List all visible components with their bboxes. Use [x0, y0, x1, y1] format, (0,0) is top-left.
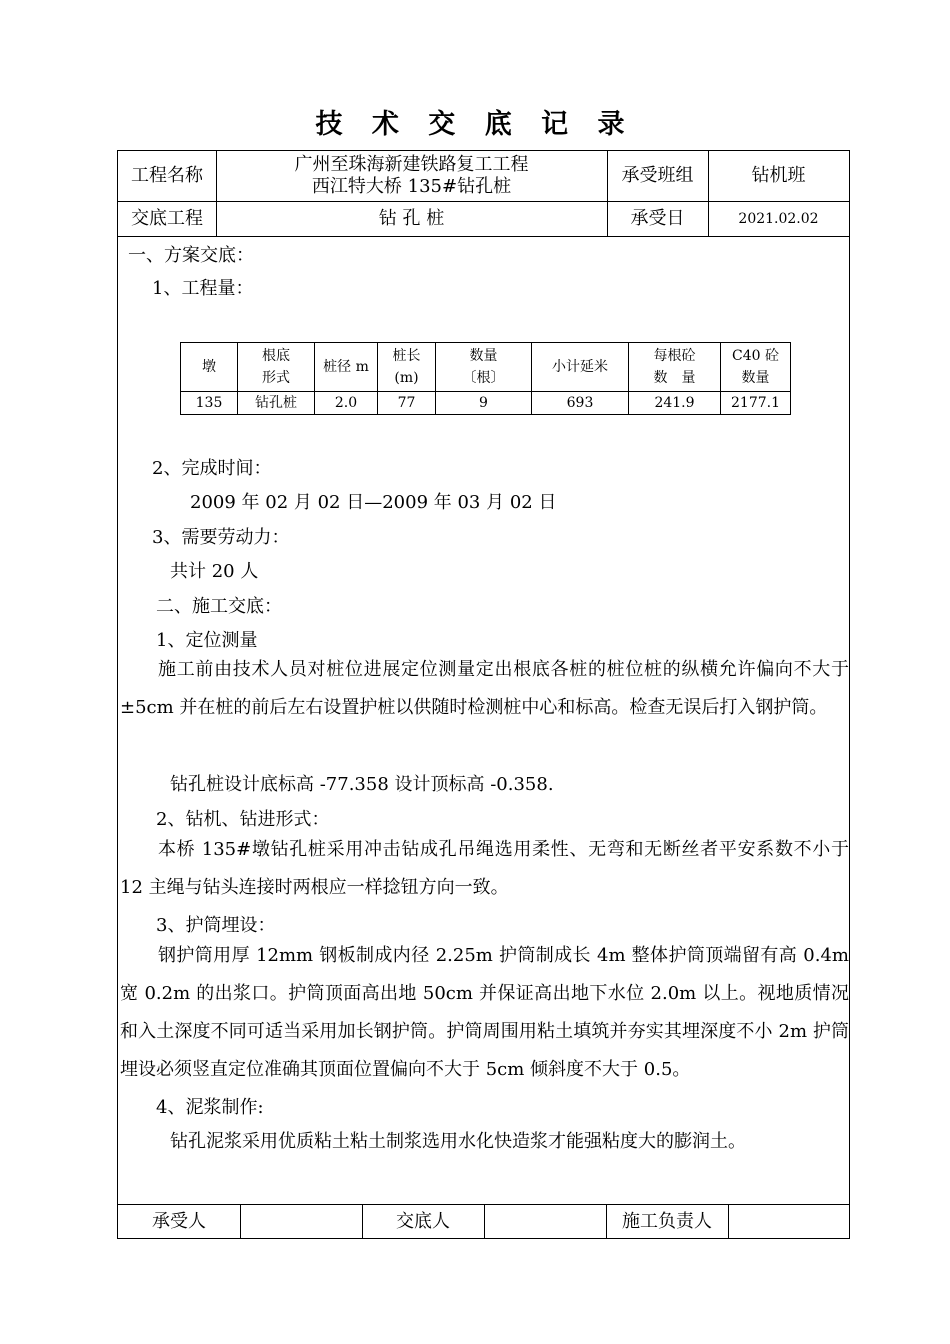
section-2-3-text: 钢护筒用厚 12mm 钢板制成内径 2.25m 护筒制成长 4m 整体护筒顶端留有高 0.4m 宽 0.2m 的出浆口。护筒顶面高出地 50cm 并保证高出地下水位 2.0m 以上。视地质情况和入土深度不同可适当采用加长钢护筒。护筒周围用粘土填筑并夯实其埋深度不小 2m 护筒埋设必须竖直定位准确其顶面位置偏向不大于 5cm 倾斜度不大于 0.5。 — [120, 945, 849, 1080]
section-2-2-text: 本桥 135#墩钻孔桩采用冲击钻成孔吊绳选用柔性、无弯和无断丝者平安系数不小于 12 主绳与钻头连接时两根应一样捻钮方向一致。 — [120, 839, 849, 898]
table-cell: 241.9 — [629, 392, 721, 415]
header-text: 桩径 m — [323, 359, 369, 375]
header-subtotal — [532, 343, 629, 392]
section-1-1-heading: 1、工程量： — [152, 278, 254, 299]
header-length — [378, 343, 436, 392]
table-header-row — [181, 343, 791, 392]
header-concrete-each — [629, 343, 721, 392]
header-text: 数量 — [469, 348, 498, 364]
section-2-1-text: 施工前由技术人员对桩位进展定位测量定出根底各桩的桩位桩的纵横允许偏向不大于±5cm 并在桩的前后左右设置护桩以供随时检测桩中心和标高。检查无误后打入钢护筒。 — [120, 659, 849, 718]
completion-period: 2009 年 02 月 02 日—2009 年 03 月 02 日 — [190, 492, 557, 513]
quantity-table — [180, 342, 791, 415]
header-text: (m) — [394, 370, 419, 386]
receiver-label: 承受人 — [152, 1210, 206, 1232]
project-name — [216, 151, 607, 201]
project-name-line1: 广州至珠海新建铁路复工工程 — [294, 154, 529, 175]
section-2-3-heading: 3、护筒埋设： — [156, 915, 276, 936]
section-1-heading: 一、方案交底： — [128, 245, 254, 266]
date-label: 承受日 — [630, 207, 685, 229]
table-cell: 693 — [532, 392, 629, 415]
section-2-4-heading: 4、泥浆制作: — [156, 1097, 264, 1118]
date-value: 2021.02.02 — [738, 210, 819, 227]
project-label: 工程名称 — [131, 165, 203, 186]
elevation-note: 钻孔桩设计底标高 -77.358 设计顶标高 -0.358. — [170, 774, 554, 795]
leader-signature-field[interactable] — [728, 1204, 849, 1239]
header-text: C40 砼 — [732, 348, 779, 364]
table-cell: 2.0 — [315, 392, 378, 415]
receiver-signature-field[interactable] — [240, 1204, 362, 1239]
header-base-form — [238, 343, 315, 392]
section-2-4-text: 钻孔泥浆采用优质粘土粘土制浆选用水化快造浆才能强粘度大的膨润土。 — [170, 1131, 746, 1152]
team-label: 承受班组 — [621, 165, 694, 186]
header-text: 根底 — [262, 348, 290, 364]
team-value: 钻机班 — [751, 165, 806, 186]
header-text: 桩长 — [392, 348, 421, 364]
header-text: 小计延米 — [552, 359, 608, 375]
section-2-1-heading: 1、定位测量 — [156, 630, 258, 651]
document-title: 技 术 交 底 记 录 — [315, 109, 635, 140]
record-frame — [117, 150, 850, 1239]
work-label: 交底工程 — [131, 207, 203, 229]
project-name-line2: 西江特大桥 135#钻孔桩 — [311, 176, 512, 197]
section-1-2-heading: 2、完成时间： — [152, 458, 272, 479]
table-cell: 2177.1 — [721, 392, 791, 415]
leader-label: 施工负责人 — [622, 1210, 712, 1232]
section-2-heading: 二、施工交底： — [156, 596, 282, 617]
header-text: 墩 — [202, 359, 216, 375]
work-value: 钻 孔 桩 — [378, 207, 445, 229]
header-bottom-line — [118, 236, 849, 237]
header-text: 数 量 — [653, 370, 696, 386]
section-2-2-heading: 2、钻机、钻进形式： — [156, 809, 330, 830]
header-pier — [181, 343, 238, 392]
discloser-label: 交底人 — [396, 1210, 450, 1232]
table-cell: 9 — [436, 392, 532, 415]
header-diameter — [315, 343, 378, 392]
labor-count: 共计 20 人 — [170, 561, 259, 582]
section-1-3-heading: 3、需要劳动力： — [152, 527, 290, 548]
table-cell: 77 — [378, 392, 436, 415]
header-text: 每根砼 — [653, 348, 696, 364]
header-text: 〔根〕 — [462, 370, 505, 386]
header-text: 数量 — [741, 370, 770, 386]
discloser-signature-field[interactable] — [484, 1204, 606, 1239]
table-row — [181, 392, 791, 415]
table-cell: 135 — [181, 392, 238, 415]
header-count — [436, 343, 532, 392]
table-cell: 钻孔桩 — [238, 392, 315, 415]
header-c40-total — [721, 343, 791, 392]
header-text: 形式 — [262, 370, 290, 386]
